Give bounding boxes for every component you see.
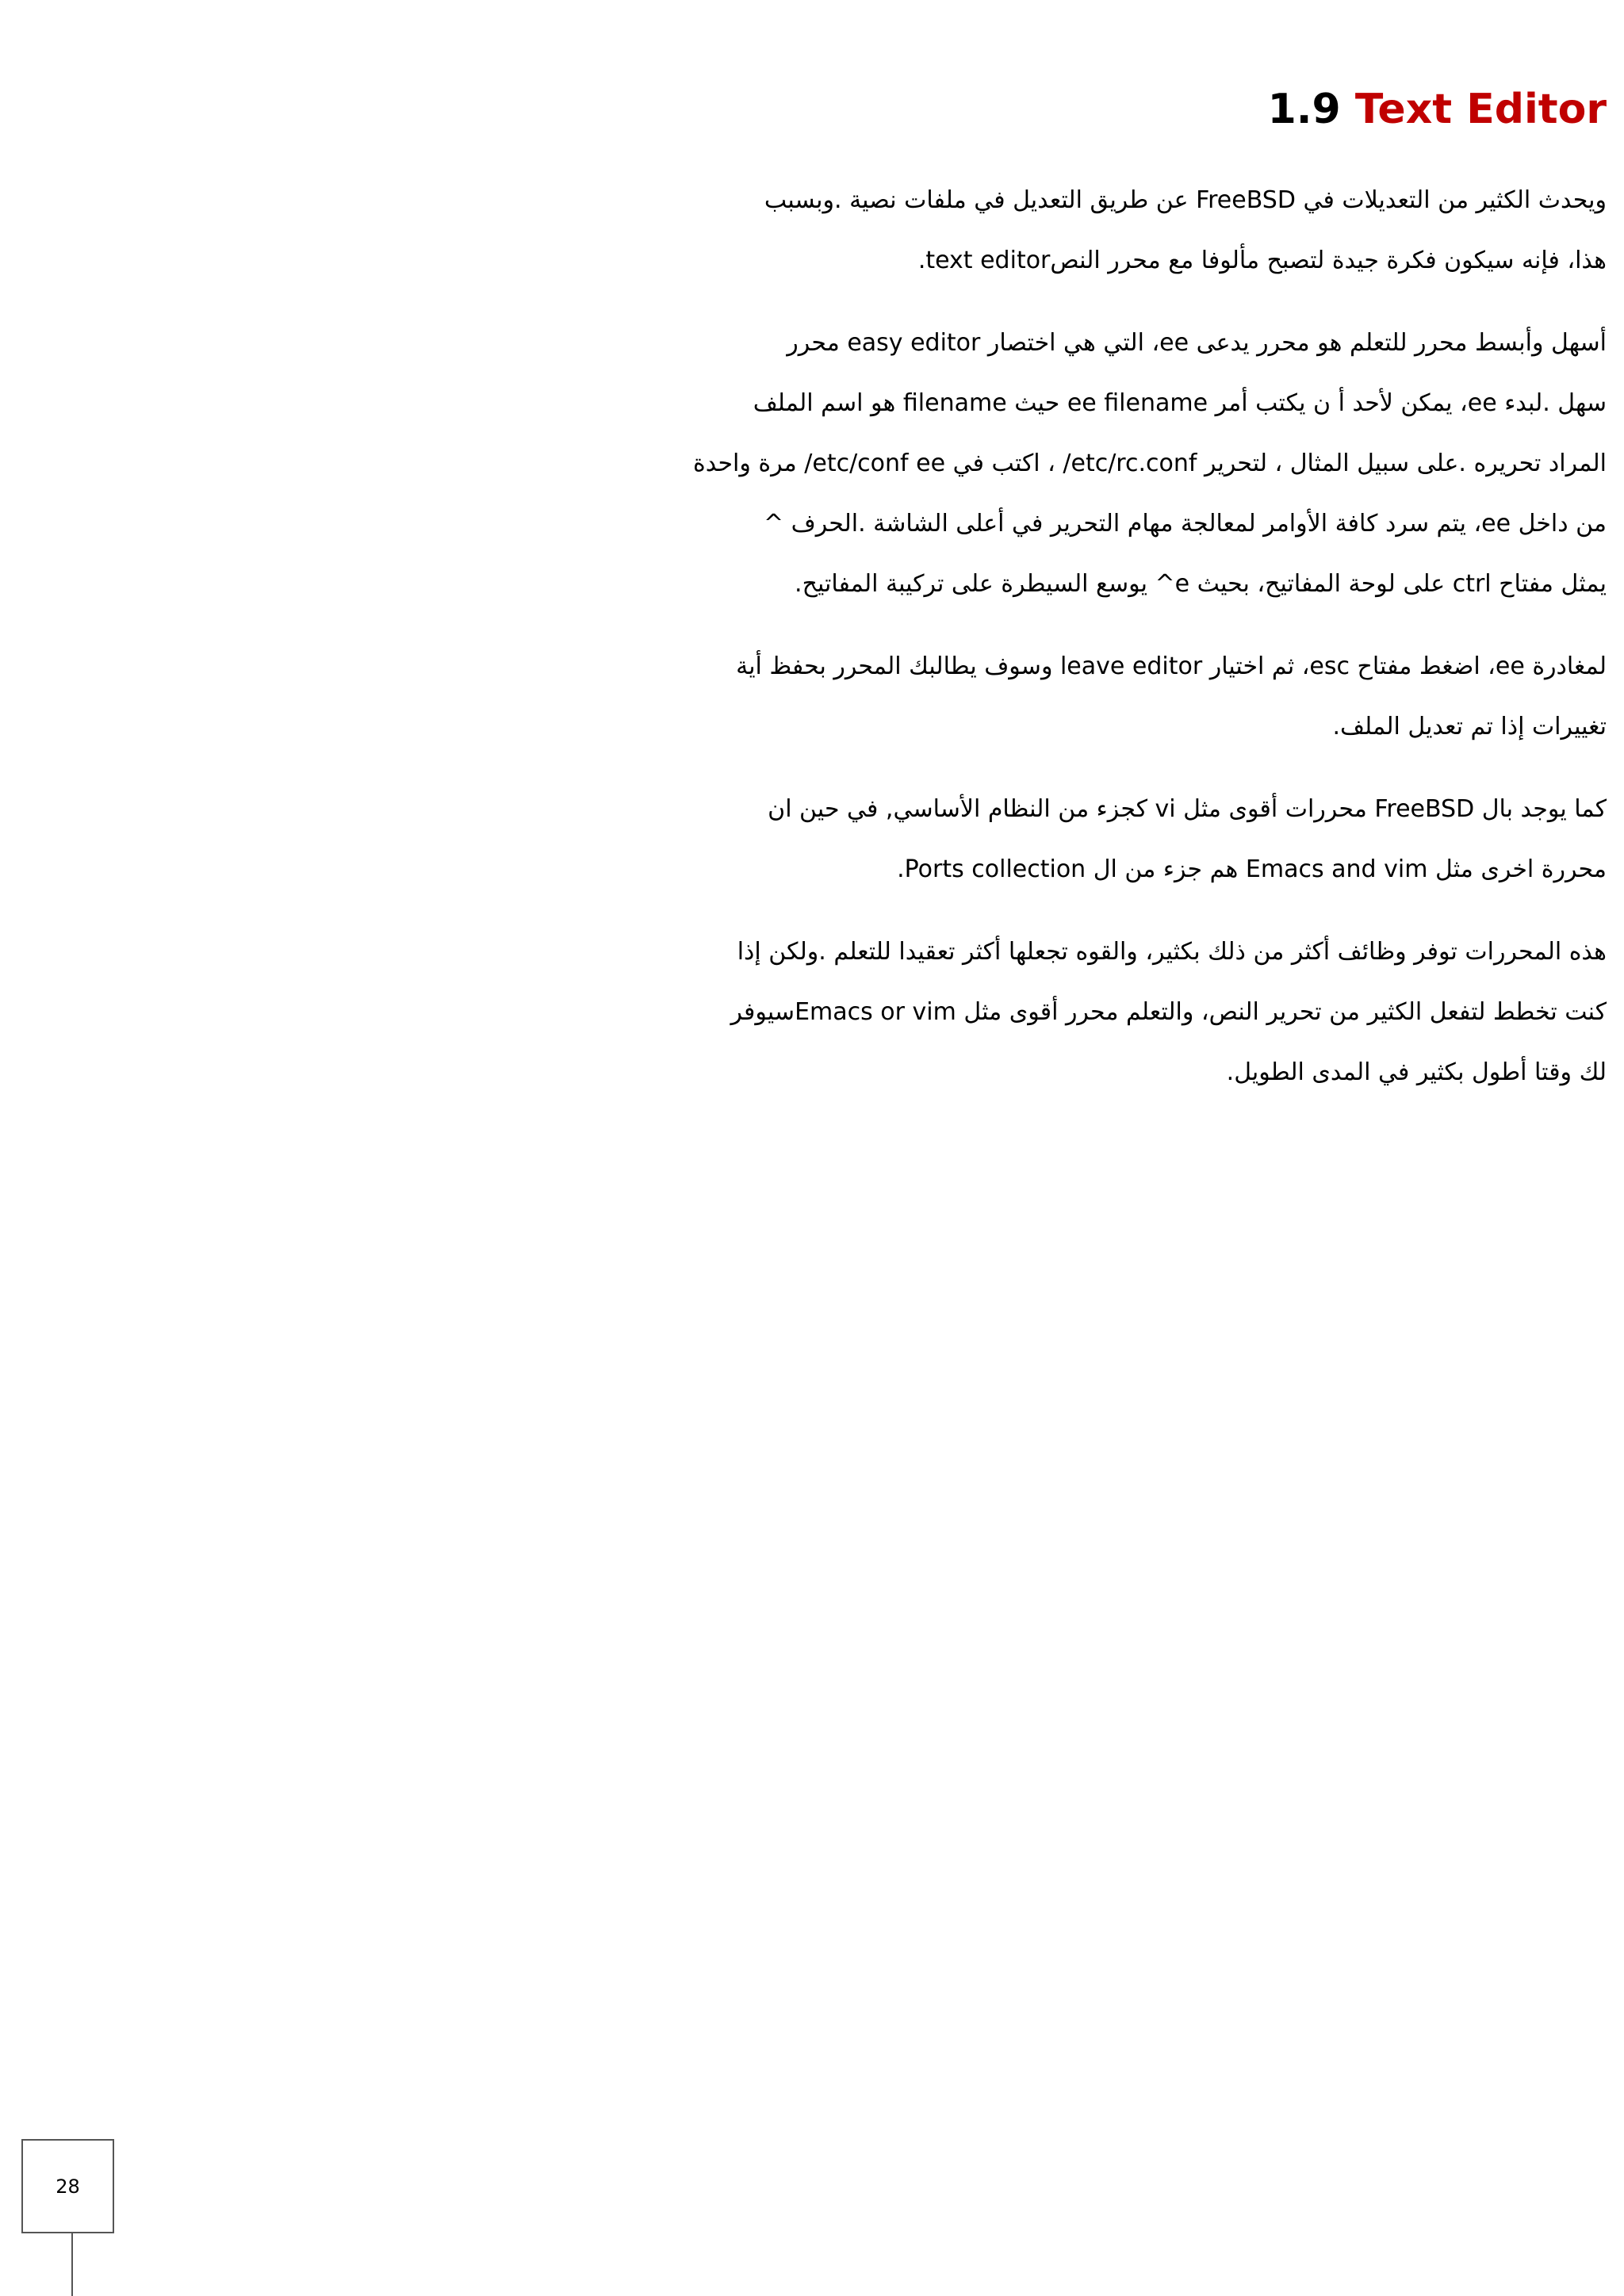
text-line: يمثل مفتاح ctrl على لوحة المفاتيح، بحيث e^ يوسع السيطرة على تركيبة المفاتيح. bbox=[795, 570, 1607, 598]
text-line: هذه المحررات توفر وظائف أكثر من ذلك بكثير، والقوه تجعلها أكثر تعقيدا للتعلم .ولكن إذا bbox=[737, 938, 1607, 966]
paragraph-ee-editor bbox=[5, 313, 1607, 614]
text-line: لك وقتا أطول بكثير في المدى الطويل. bbox=[1226, 1058, 1607, 1086]
text-line: سهل .لبدء ee، يمكن لأحد أ ن يكتب أمر ee filename حيث filename هو اسم الملف bbox=[753, 389, 1607, 417]
text-line: ويحدث الكثير من التعديلات في FreeBSD عن طريق التعديل في ملفات نصية .وبسبب bbox=[764, 186, 1607, 214]
text-line: تغييرات إذا تم تعديل الملف. bbox=[1332, 713, 1607, 740]
paragraph-powerful-editors bbox=[5, 922, 1607, 1103]
text-line: لمغادرة ee، اضغط مفتاح esc، ثم اختيار leave editor وسوف يطالبك المحرر بحفظ أية bbox=[736, 652, 1607, 680]
text-line: كما يوجد بال FreeBSD محررات أقوى مثل vi كجزء من النظام الأساسي, في حين ان bbox=[768, 795, 1607, 823]
text-line: هذا، فإنه سيكون فكرة جيدة لتصبح مألوفا مع محرر النصtext editor. bbox=[917, 247, 1607, 274]
text-line: المراد تحريره .على سبيل المثال ، لتحرير etc/rc.conf/ ، اكتب في etc/conf ee/ مرة واحدة bbox=[693, 450, 1607, 477]
page-number-connector-line bbox=[71, 2233, 73, 2296]
page-number: 28 bbox=[56, 2175, 80, 2198]
text-line: أسهل وأبسط محرر للتعلم هو محرر يدعى ee، التي هي اختصار easy editor محرر bbox=[787, 329, 1607, 357]
paragraph-other-editors bbox=[5, 779, 1607, 900]
paragraph-leave-ee bbox=[5, 637, 1607, 757]
section-number: 1.9 bbox=[1267, 86, 1341, 133]
section-heading bbox=[1268, 86, 1607, 133]
page-number-box bbox=[21, 2139, 114, 2233]
paragraph-intro bbox=[5, 170, 1607, 291]
text-line: من داخل ee، يتم سرد كافة الأوامر لمعالجة مهام التحرير في أعلى الشاشة .الحرف ^ bbox=[763, 510, 1607, 538]
text-line: كنت تخطط لتفعل الكثير من تحرير النص، والتعلم محرر أقوى مثل Emacs or vimسيوفر bbox=[730, 998, 1607, 1026]
section-title: Text Editor bbox=[1354, 86, 1607, 133]
body-text bbox=[5, 170, 1607, 1125]
text-line: محررة اخرى مثل Emacs and vim هم جزء من ال Ports collection. bbox=[897, 855, 1607, 883]
